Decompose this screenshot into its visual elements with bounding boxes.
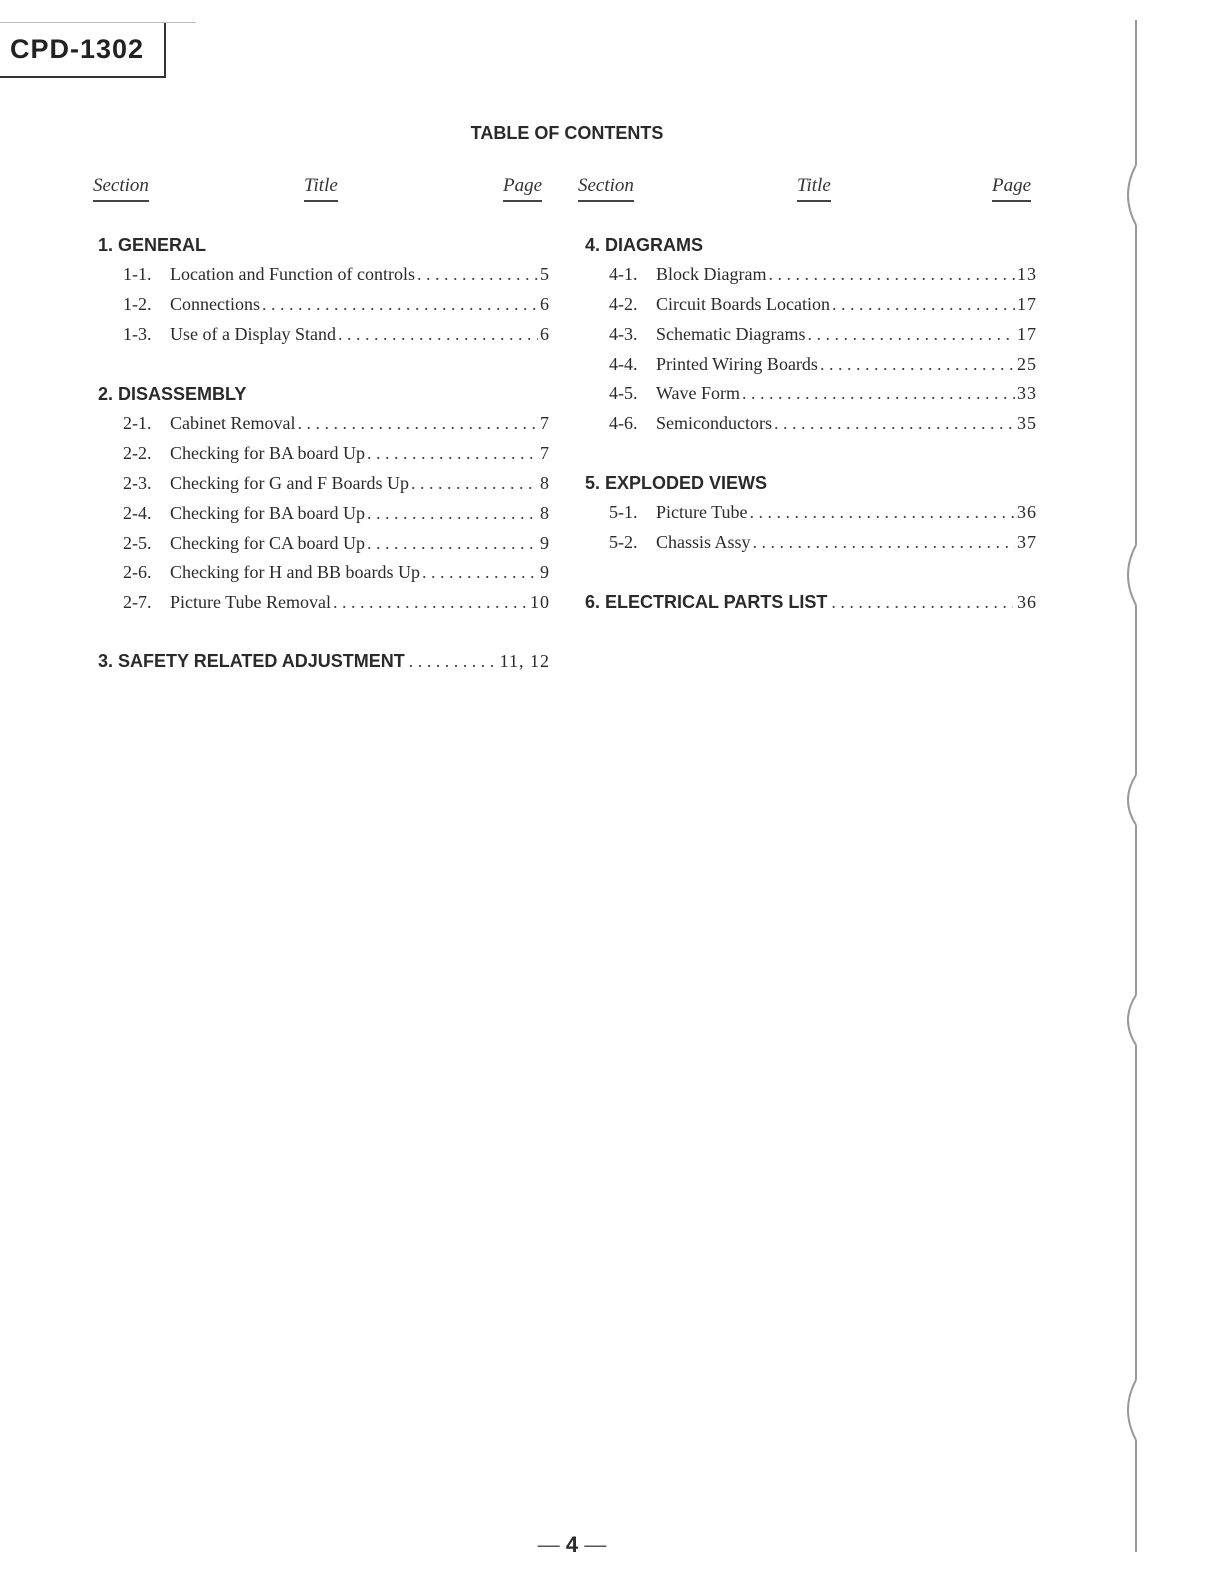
entry-page: 6 — [540, 294, 550, 314]
dot-leader — [422, 562, 538, 583]
toc-entry[interactable] — [609, 264, 1037, 285]
dot-leader — [367, 443, 538, 464]
entry-number: 2-5. — [123, 533, 152, 553]
entry-title: Picture Tube Removal — [170, 592, 331, 612]
entry-title: Wave Form — [656, 383, 741, 403]
toc-entry-safety-adjustment[interactable] — [98, 651, 550, 672]
entry-page: 13 — [1017, 264, 1037, 284]
entry-title: Checking for BA board Up — [170, 443, 365, 463]
entry-title: Checking for G and F Boards Up — [170, 473, 409, 493]
entry-page: 36 — [1017, 592, 1037, 612]
toc-entry[interactable] — [123, 294, 550, 315]
dot-leader — [820, 354, 1015, 375]
toc-entry[interactable] — [609, 294, 1037, 315]
entry-page: 9 — [540, 562, 550, 582]
toc-entry[interactable] — [123, 443, 550, 464]
entry-page: 10 — [530, 592, 550, 612]
dot-leader — [367, 503, 538, 524]
entry-page: 6 — [540, 324, 550, 344]
toc-entry[interactable] — [123, 592, 550, 613]
page-number-value: 4 — [565, 1532, 579, 1557]
toc-entry[interactable] — [609, 532, 1037, 553]
entry-number: 2-2. — [123, 443, 152, 463]
dot-leader — [750, 502, 1015, 523]
binder-edge — [1118, 0, 1148, 1584]
entry-title: Semiconductors — [656, 413, 772, 433]
entry-title: Printed Wiring Boards — [656, 354, 818, 374]
entry-number: 2-3. — [123, 473, 152, 493]
entry-number: 5-2. — [609, 532, 638, 552]
entry-title: Cabinet Removal — [170, 413, 296, 433]
entry-page: 7 — [540, 413, 550, 433]
dash-right: — — [578, 1532, 607, 1557]
entry-page: 33 — [1017, 383, 1037, 403]
dot-leader — [338, 324, 538, 345]
dot-leader — [262, 294, 538, 315]
header-rule — [0, 22, 196, 23]
dot-leader — [753, 532, 1015, 553]
entry-title: Block Diagram — [656, 264, 767, 284]
entry-number: 2-1. — [123, 413, 152, 433]
left-title-header: Title — [304, 175, 338, 202]
dot-leader — [409, 651, 496, 672]
toc-entry[interactable] — [123, 324, 550, 345]
toc-entry[interactable] — [123, 533, 550, 554]
entry-title: 6. ELECTRICAL PARTS LIST — [585, 592, 828, 612]
entry-page: 7 — [540, 443, 550, 463]
dot-leader — [417, 264, 538, 285]
page-number — [0, 1532, 1144, 1558]
entry-page: 17 — [1017, 294, 1037, 314]
entry-number: 2-7. — [123, 592, 152, 612]
entry-number: 1-2. — [123, 294, 152, 314]
toc-entry[interactable] — [609, 502, 1037, 523]
dot-leader — [367, 533, 538, 554]
toc-entry[interactable] — [123, 413, 550, 434]
entry-page: 17 — [1017, 324, 1037, 344]
entry-number: 1-3. — [123, 324, 152, 344]
dot-leader — [774, 413, 1015, 434]
entry-title: Location and Function of controls — [170, 264, 415, 284]
right-title-header: Title — [797, 175, 831, 202]
entry-page: 37 — [1017, 532, 1037, 552]
entry-number: 1-1. — [123, 264, 152, 284]
dot-leader — [333, 592, 528, 613]
dot-leader — [831, 592, 1013, 613]
entry-title: Schematic Diagrams — [656, 324, 806, 344]
entry-title: Use of a Display Stand — [170, 324, 336, 344]
right-section-header: Section — [578, 175, 634, 202]
entry-title: Checking for CA board Up — [170, 533, 365, 553]
entry-page: 11, 12 — [499, 651, 550, 671]
entry-page: 25 — [1017, 354, 1037, 374]
right-page-header: Page — [992, 175, 1031, 202]
entry-number: 4-3. — [609, 324, 638, 344]
dot-leader — [297, 413, 538, 434]
entry-page: 8 — [540, 473, 550, 493]
entry-number: 2-4. — [123, 503, 152, 523]
entry-title: Connections — [170, 294, 260, 314]
toc-entry[interactable] — [609, 413, 1037, 434]
section-heading-exploded-views: 5. EXPLODED VIEWS — [585, 473, 768, 493]
model-number: CPD-1302 — [10, 34, 145, 64]
entry-page: 5 — [540, 264, 550, 284]
page-title: TABLE OF CONTENTS — [470, 123, 664, 143]
entry-number: 4-2. — [609, 294, 638, 314]
toc-entry-electrical-parts-list[interactable] — [585, 592, 1037, 613]
toc-entry[interactable] — [123, 264, 550, 285]
dash-left: — — [537, 1532, 566, 1557]
entry-number: 4-6. — [609, 413, 638, 433]
entry-title: Chassis Assy — [656, 532, 751, 552]
model-box — [0, 22, 166, 78]
entry-page: 35 — [1017, 413, 1037, 433]
dot-leader — [768, 264, 1015, 285]
entry-title: Circuit Boards Location — [656, 294, 830, 314]
entry-title: Checking for BA board Up — [170, 503, 365, 523]
section-heading-disassembly: 2. DISASSEMBLY — [98, 384, 247, 404]
toc-entry[interactable] — [123, 562, 550, 583]
entry-page: 36 — [1017, 502, 1037, 522]
toc-entry[interactable] — [123, 503, 550, 524]
entry-title: Checking for H and BB boards Up — [170, 562, 420, 582]
toc-entry[interactable] — [123, 473, 550, 494]
entry-page: 8 — [540, 503, 550, 523]
entry-number: 4-4. — [609, 354, 638, 374]
entry-title: Picture Tube — [656, 502, 748, 522]
entry-number: 4-1. — [609, 264, 638, 284]
dot-leader — [807, 324, 1015, 345]
left-page-header: Page — [503, 175, 542, 202]
entry-number: 2-6. — [123, 562, 152, 582]
entry-number: 4-5. — [609, 383, 638, 403]
section-heading-general: 1. GENERAL — [98, 235, 207, 255]
dot-leader — [742, 383, 1015, 404]
toc-entry[interactable] — [609, 383, 1037, 404]
dot-leader — [411, 473, 538, 494]
section-heading-diagrams: 4. DIAGRAMS — [585, 235, 704, 255]
dot-leader — [832, 294, 1015, 315]
entry-page: 9 — [540, 533, 550, 553]
toc-entry[interactable] — [609, 324, 1037, 345]
toc-entry[interactable] — [609, 354, 1037, 375]
entry-title: 3. SAFETY RELATED ADJUSTMENT — [98, 651, 405, 671]
entry-number: 5-1. — [609, 502, 638, 522]
left-section-header: Section — [93, 175, 149, 202]
